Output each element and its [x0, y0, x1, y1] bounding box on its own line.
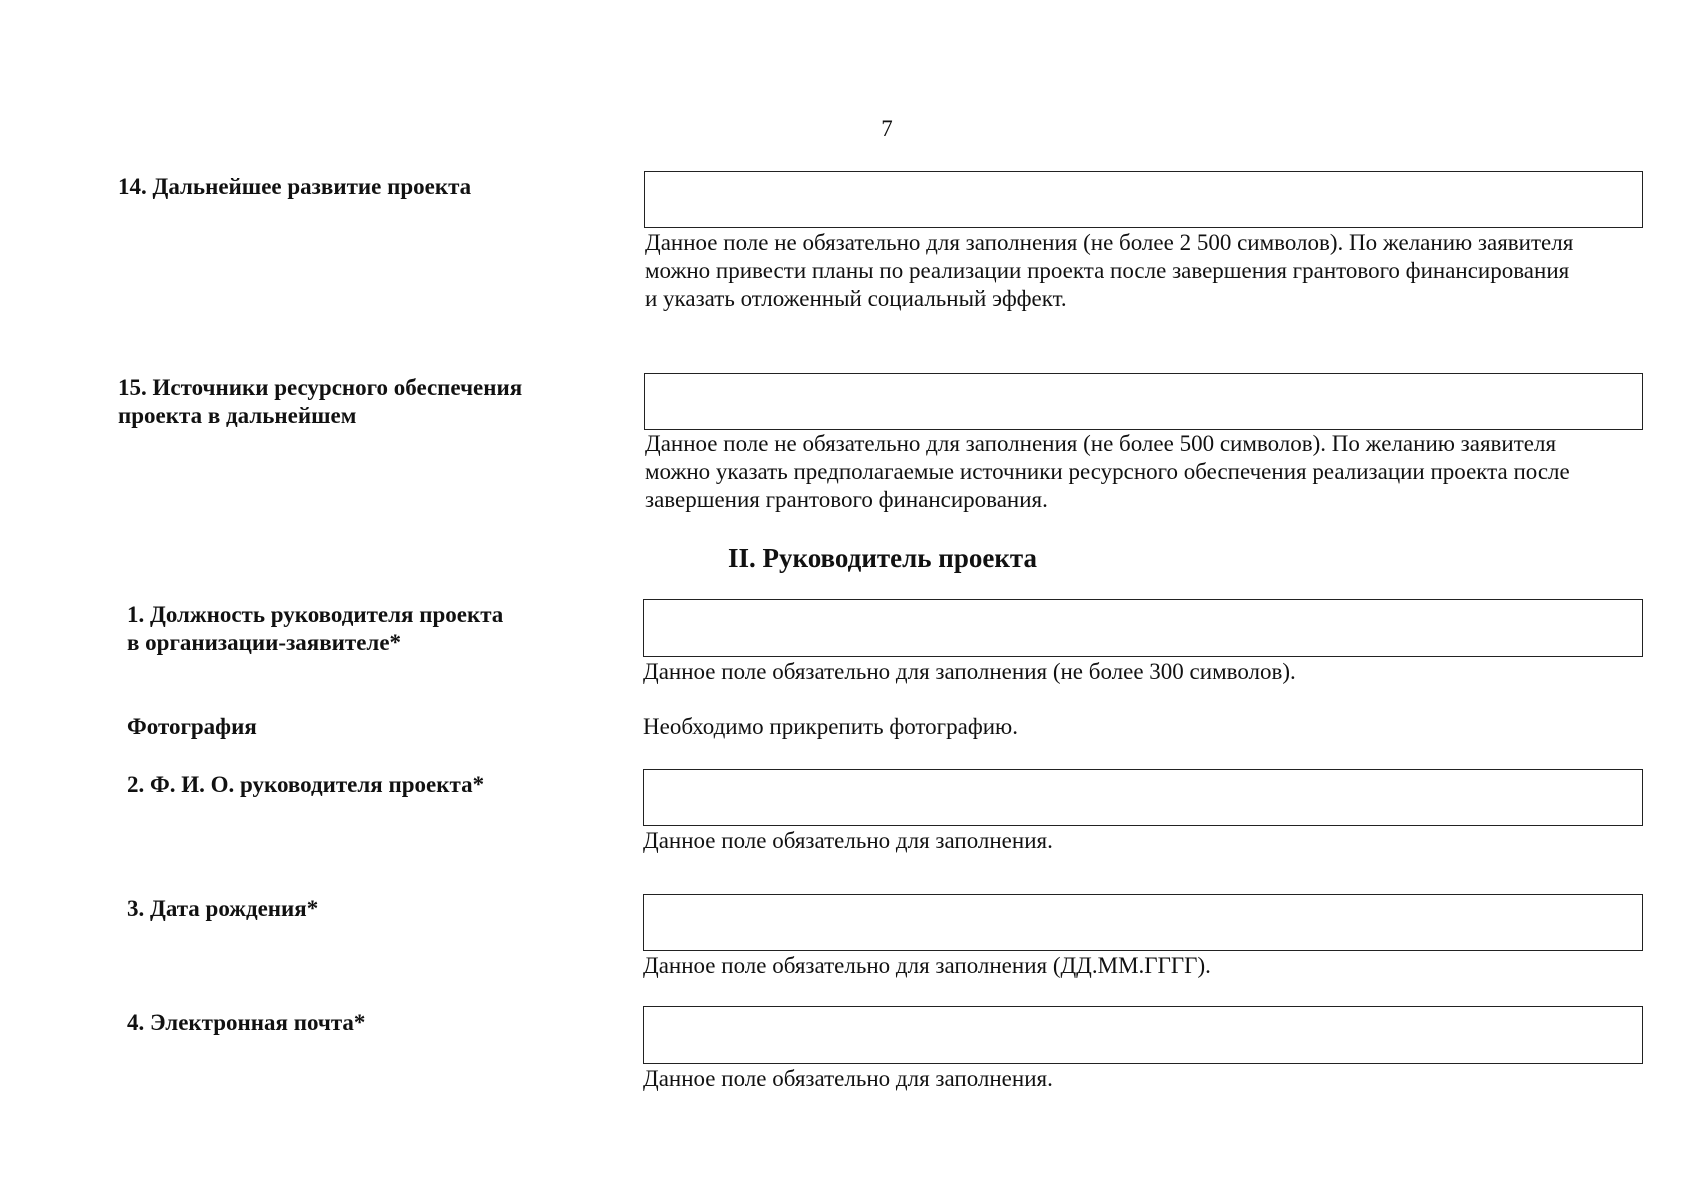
item-15-label: 15. Источники ресурсного обеспечения проекта в дальнейшем: [118, 375, 523, 428]
hint-line: Данное поле не обязательно для заполнения (не более 2 500 символов). По желанию заявителя: [645, 230, 1574, 255]
email-label: 4. Электронная почта*: [127, 1010, 366, 1035]
hint-line: и указать отложенный социальный эффект.: [645, 286, 1067, 311]
hint-line: Данное поле не обязательно для заполнения (не более 500 символов). По желанию заявителя: [645, 431, 1557, 456]
item-14-input-box[interactable]: [644, 171, 1643, 228]
birth-date-hint: Данное поле обязательно для заполнения (ДД.ММ.ГГГГ).: [643, 953, 1211, 978]
section-title: II. Руководитель проекта: [728, 543, 1037, 573]
email-input-box[interactable]: [643, 1006, 1643, 1064]
manager-position-hint: Данное поле обязательно для заполнения (не более 300 символов).: [643, 659, 1296, 684]
manager-full-name-hint: Данное поле обязательно для заполнения.: [643, 828, 1053, 853]
item-14-hint: [645, 229, 1573, 313]
photo-attach-hint: Необходимо прикрепить фотографию.: [643, 714, 1018, 739]
manager-position-input-box[interactable]: [643, 599, 1643, 657]
hint-line: завершения грантового финансирования.: [645, 487, 1048, 512]
item-15-hint: [645, 430, 1570, 514]
item-14-label: 14. Дальнейшее развитие проекта: [118, 174, 472, 199]
hint-line: можно указать предполагаемые источники ресурсного обеспечения реализации проекта после: [645, 459, 1570, 484]
manager-full-name-input-box[interactable]: [643, 769, 1643, 826]
hint-line: можно привести планы по реализации проекта после завершения грантового финансирования: [645, 258, 1570, 283]
manager-full-name-label: 2. Ф. И. О. руководителя проекта*: [127, 772, 485, 797]
birth-date-input-box[interactable]: [643, 894, 1643, 951]
manager-position-label: 1. Должность руководителя проекта в организации-заявителе*: [127, 602, 504, 655]
email-hint: Данное поле обязательно для заполнения.: [643, 1066, 1053, 1091]
birth-date-label: 3. Дата рождения*: [127, 896, 319, 921]
page-number: 7: [881, 116, 893, 141]
photo-label: Фотография: [127, 714, 257, 739]
item-15-input-box[interactable]: [644, 373, 1643, 430]
